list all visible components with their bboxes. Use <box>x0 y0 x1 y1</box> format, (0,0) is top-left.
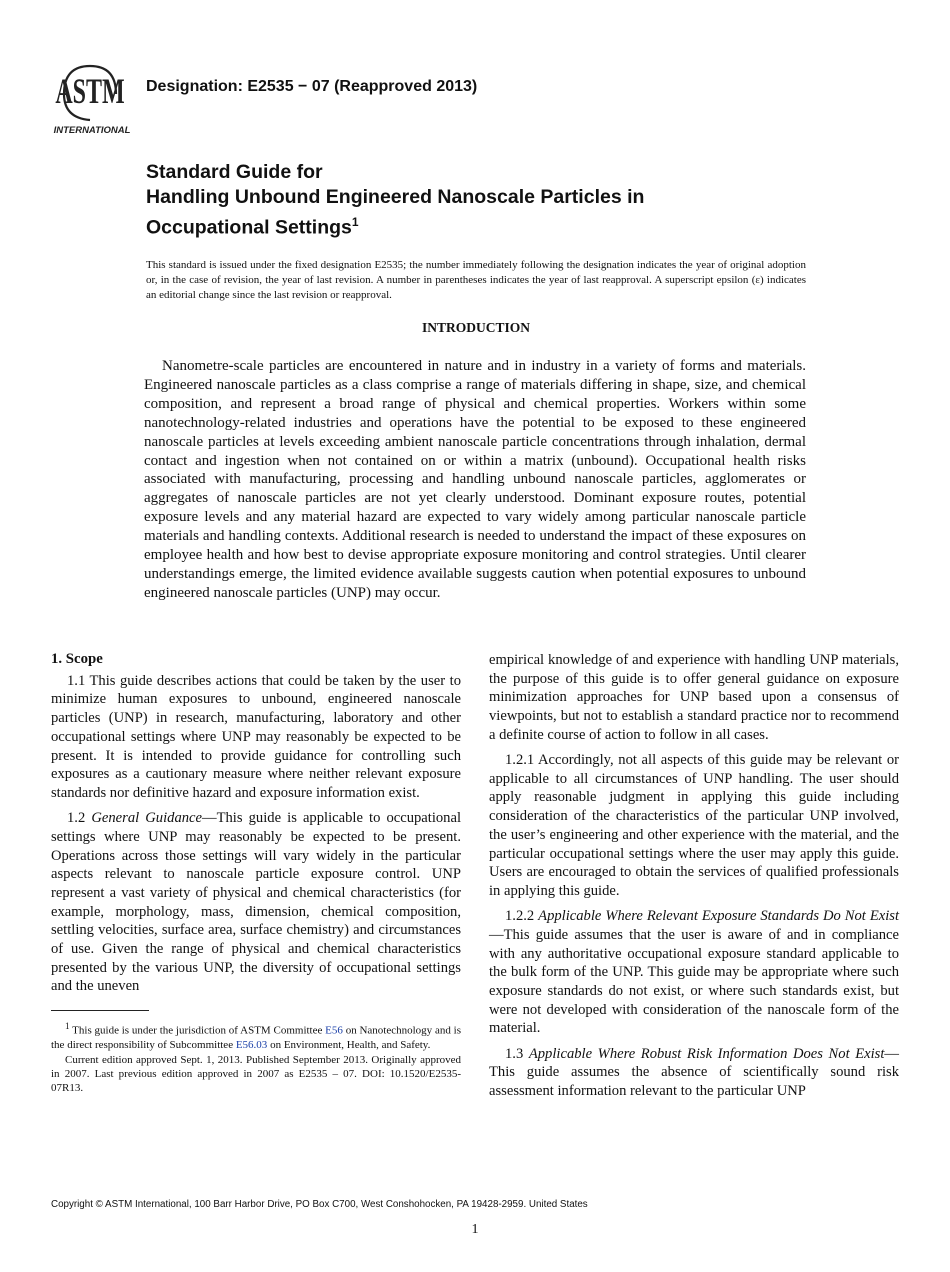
committee-link[interactable]: E56 <box>325 1024 343 1037</box>
paragraph-1-2-continued: empirical knowledge of and experience with handling UNP materials, the purpose of this guide is to offer general guidance on exposure minimization approaches for UNP based upon a consensus of viewpoints, but not to establish a standard practice nor to recommend a definite course of action to follow in all cases. <box>489 652 899 743</box>
footnote-1: $^1$ This guide is under the jurisdiction of ASTM Committee E56 on Nanotechnology and is the direct responsibility of Subcommittee E56.03 on Environment, Health, and Safety. <box>51 1021 461 1051</box>
footnote-marker: 1 <box>65 1021 70 1031</box>
copyright-line: Copyright © ASTM International, 100 Barr Harbor Drive, PO Box C700, West Conshohocken, PA 19428-2959. United States <box>51 1199 588 1210</box>
paragraph-1-3: 1.3 Applicable Where Robust Risk Information Does Not Exist—This guide assumes the absence of scientifically sound risk assessment information relevant to the particular UNP <box>489 1045 899 1099</box>
paragraph-1-1: 1.1 This guide describes actions that could be taken by the user to minimize human exposures to unbound, engineered nanoscale particles (UNP) in research, manufacturing, laboratory and other occupational settings where UNP may reasonably be expected to be present. It is intended to provide guidance for controlling such exposures as a cautionary measure where neither relevant exposure standards nor definitive hazard and exposure information exist. <box>51 672 461 801</box>
issuance-notice: This standard is issued under the fixed designation E2535; the number immediately following the designation indicates the year of original adoption or, in the case of revision, the year of last revision. A number in parentheses indicates the year of last reapproval. A superscript epsilon (ε) indicates an editorial change since the last revision or reapproval. <box>146 259 806 301</box>
right-column <box>489 651 899 1107</box>
scope-heading: 1. Scope <box>51 651 103 667</box>
page-number: 1 <box>471 1222 479 1237</box>
paragraph-1-2-2: 1.2.2 Applicable Where Relevant Exposure Standards Do Not Exist—This guide assumes that the user is aware of and in compliance with any authoritative occupational exposure standard applicable to the bulk form of the UNP. This guide may be appropriate where such exposure standards do not exist, or where such standards exist, but were not developed with consideration of the nanoscale form of the material. <box>489 908 900 1037</box>
title-line-3: Occupational Settings$^1$ <box>146 215 359 239</box>
title-line-2: Handling Unbound Engineered Nanoscale Particles in <box>146 186 645 208</box>
svg-text:INTERNATIONAL: INTERNATIONAL <box>53 125 131 136</box>
footnote-edition: Current edition approved Sept. 1, 2013. Published September 2013. Originally approved in 2007. Last previous edition approved in 2007 as E2535 – 07. DOI: 10.1520/E2535-07R13. <box>51 1054 461 1095</box>
left-column <box>51 650 461 1003</box>
introduction-body: Nanometre-scale particles are encountered in nature and in industry in a variety of forms and materials. Engineered nanoscale particles as a class comprise a range of materials differing in shape, size, and chemical composition, and represent a broad range of physical and chemical properties. Workers within some nanotechnology-related industries and operations have the potential to be exposed to these engineered nanoscale particles at levels exceeding ambient nanoscale particle concentrations through inhalation, dermal contact and ingestion when not contained on or within a matrix (unbound). Occupational health risks associated with manufacturing, processing and handling unbound nanoscale particles, agglomerates or aggregates of nanoscale particles are not yet clearly understood. Dominant exposure routes, potential exposure levels and any material hazard are expected to vary widely among particular nanoscale particle materials and handling contexts. Additional research is needed to understand the impact of these exposures on employee health and how best to devise appropriate exposure monitoring and control strategies. Until clearer understandings emerge, the limited evidence available suggests caution when potential exposures to unbound engineered nanoscale particles (UNP) may occur. <box>144 358 806 601</box>
introduction-heading: INTRODUCTION <box>421 320 530 335</box>
paragraph-1-3-title: Applicable Where Robust Risk Information Does Not Exist <box>528 1045 885 1062</box>
document-title <box>146 160 866 241</box>
paragraph-1-2-title: General Guidance <box>91 810 202 827</box>
title-line-1: Standard Guide for <box>146 161 323 183</box>
title-footnote-marker: 1 <box>351 215 359 229</box>
subcommittee-link[interactable]: E56.03 <box>235 1038 268 1051</box>
footnote-divider <box>51 1010 149 1011</box>
paragraph-1-2-1: 1.2.1 Accordingly, not all aspects of this guide may be relevant or applicable to all circumstances of UNP handling. The user should apply reasonable judgment in applying this guide including consideration of the characteristics of the particular UNP involved, the user’s engineering and other experience with the material, and the particular occupational settings where the user may apply this guide. Users are encouraged to obtain the services of qualified professionals in applying this guide. <box>489 752 899 899</box>
astm-logo <box>50 58 136 136</box>
paragraph-1-2-2-title: Applicable Where Relevant Exposure Standards Do Not Exist <box>538 908 900 925</box>
designation: Designation: E2535 − 07 (Reapproved 2013) <box>146 78 478 95</box>
paragraph-1-2: 1.2 General Guidance—This guide is applicable to occupational settings where UNP may reasonably be expected to be present. Operations across those settings will vary widely in the particular aspects relevant to nanoscale particle exposure control. UNP represent a vast variety of physical and chemical characteristics (for example, morphology, mass, dimension, chemical composition, settling velocities, surface area, surface chemistry) and circumstances of use. Given the range of physical and chemical characteristics presented by the various UNP, the diversity of occupational settings and the uneven <box>51 810 462 995</box>
footnotes <box>51 1020 461 1098</box>
svg-text:ASTM: ASTM <box>55 71 125 112</box>
